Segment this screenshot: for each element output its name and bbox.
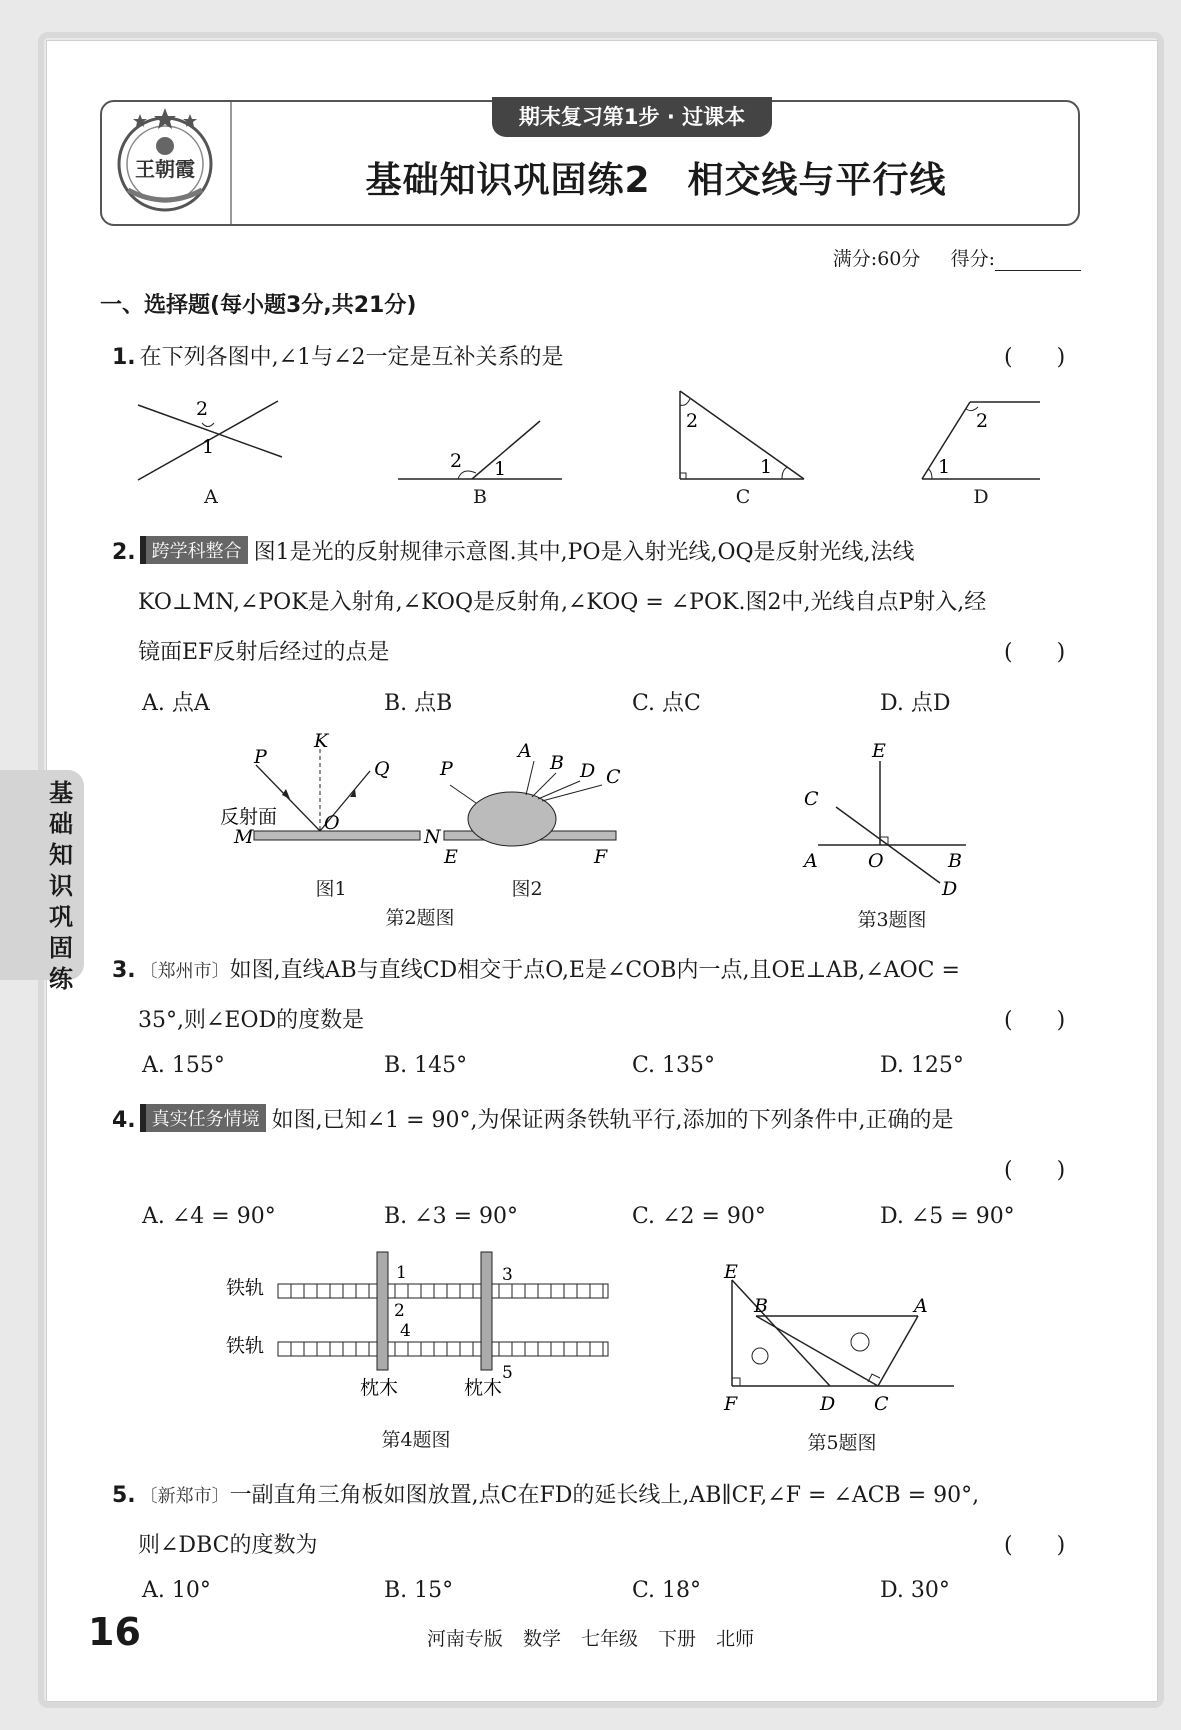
q1-label-b: B — [473, 486, 487, 508]
q5-option-a[interactable]: A. 10° — [142, 1578, 211, 1603]
svg-text:K: K — [314, 730, 329, 752]
q4-figure — [220, 1250, 620, 1400]
svg-text:E: E — [444, 846, 458, 868]
q2-option-a[interactable]: A. 点A — [142, 691, 210, 716]
svg-text:B: B — [754, 1295, 768, 1317]
q3-option-b[interactable]: B. 145° — [384, 1053, 468, 1078]
q5-option-c[interactable]: C. 18° — [632, 1578, 702, 1603]
q3-option-d[interactable]: D. 125° — [880, 1053, 964, 1078]
svg-text:N: N — [424, 826, 441, 848]
q2-number: 2. — [112, 540, 136, 565]
q4-option-c[interactable]: C. ∠2 = 90° — [632, 1204, 766, 1229]
q4-answer-blank[interactable]: ( ) — [1004, 1158, 1066, 1183]
svg-text:1: 1 — [760, 456, 773, 478]
svg-text:D: D — [580, 760, 596, 782]
q2-figure-caption: 第2题图 — [385, 907, 455, 929]
svg-text:2: 2 — [686, 410, 699, 432]
svg-text:A: A — [518, 740, 532, 762]
q4-option-b[interactable]: B. ∠3 = 90° — [384, 1204, 518, 1229]
svg-text:4: 4 — [400, 1321, 411, 1341]
svg-text:铁轨: 铁轨 — [226, 1335, 265, 1357]
q5-figure-caption: 第5题图 — [807, 1432, 877, 1454]
q1-figure-d — [922, 402, 1040, 479]
q2-option-c[interactable]: C. 点C — [632, 691, 701, 716]
q4-number: 4. — [112, 1108, 136, 1133]
score-blank[interactable] — [995, 252, 1081, 271]
svg-text:1: 1 — [396, 1263, 407, 1283]
q3-option-a[interactable]: A. 155° — [142, 1053, 225, 1078]
q1-figures — [120, 385, 1060, 515]
svg-text:2: 2 — [450, 450, 463, 472]
q1-text: 在下列各图中,∠1与∠2一定是互补关系的是 — [139, 345, 564, 370]
q5-stem-line1 — [112, 1478, 979, 1509]
q2-fig1-caption: 图1 — [315, 878, 347, 900]
svg-text:铁轨: 铁轨 — [226, 1277, 265, 1299]
svg-text:枕木: 枕木 — [360, 1377, 399, 1399]
q4-option-a[interactable]: A. ∠4 = 90° — [142, 1204, 276, 1229]
svg-text:王朝霞: 王朝霞 — [135, 157, 195, 181]
q3-source: 〔郑州市〕 — [139, 961, 230, 982]
svg-text:M: M — [234, 826, 254, 848]
review-step-tab: 期末复习第1步 · 过课本 — [492, 97, 772, 137]
svg-text:P: P — [254, 746, 267, 768]
q4-option-d[interactable]: D. ∠5 = 90° — [880, 1204, 1015, 1229]
q4-figure-caption: 第4题图 — [381, 1429, 451, 1451]
q2-option-d[interactable]: D. 点D — [880, 691, 951, 716]
q2-stem-line1 — [112, 535, 915, 566]
page-number: 16 — [88, 1610, 141, 1654]
score-label: 得分: — [950, 248, 995, 270]
q2-text-1: 图1是光的反射规律示意图.其中,PO是入射光线,OQ是反射光线,法线 — [253, 540, 915, 565]
svg-text:1: 1 — [938, 456, 951, 478]
q4-tag: 真实任务情境 — [140, 1104, 266, 1132]
score-line — [833, 244, 1081, 271]
q5-figure — [718, 1261, 958, 1418]
footer-text: 河南专版 数学 七年级 下册 北师 — [426, 1628, 755, 1650]
svg-text:枕木: 枕木 — [464, 1377, 503, 1399]
svg-text:F: F — [724, 1393, 738, 1415]
q2-figure-2 — [439, 740, 621, 868]
svg-text:C: C — [874, 1393, 889, 1415]
svg-text:P: P — [440, 758, 453, 780]
svg-text:E: E — [724, 1261, 738, 1283]
q5-option-d[interactable]: D. 30° — [880, 1578, 950, 1603]
svg-text:A: A — [804, 850, 818, 872]
q1-label-d: D — [973, 486, 989, 508]
svg-text:D: D — [820, 1393, 836, 1415]
q5-option-b[interactable]: B. 15° — [384, 1578, 454, 1603]
svg-text:3: 3 — [502, 1265, 513, 1285]
full-score: 满分:60分 — [832, 248, 921, 270]
svg-text:2: 2 — [196, 398, 209, 420]
section-title: 一、选择题(每小题3分,共21分) — [100, 293, 417, 318]
q3-text-2: 35°,则∠EOD的度数是 — [138, 1008, 365, 1033]
svg-text:C: C — [606, 766, 621, 788]
side-tab-label: 基础知识巩固练 — [49, 779, 73, 993]
page-title: 基础知识巩固练2 相交线与平行线 — [365, 160, 947, 201]
q1-number: 1. — [112, 345, 136, 370]
svg-text:E: E — [872, 740, 886, 762]
q2-option-b[interactable]: B. 点B — [384, 691, 453, 716]
q3-answer-blank[interactable]: ( ) — [1004, 1008, 1066, 1033]
svg-text:Q: Q — [374, 758, 390, 780]
svg-text:C: C — [804, 788, 819, 810]
q2-answer-blank[interactable]: ( ) — [1004, 640, 1066, 665]
q5-text-1: 一副直角三角板如图放置,点C在FD的延长线上,AB∥CF,∠F = ∠ACB = 90°, — [229, 1483, 980, 1508]
svg-text:2: 2 — [976, 410, 989, 432]
q1-label-a: A — [204, 486, 218, 508]
q3-figure — [800, 740, 980, 900]
svg-text:O: O — [324, 812, 340, 834]
svg-text:反射面: 反射面 — [220, 806, 278, 828]
q2-text-3: 镜面EF反射后经过的点是 — [138, 640, 390, 665]
svg-text:1: 1 — [494, 458, 507, 480]
q3-stem-line1 — [112, 953, 960, 984]
q5-text-2: 则∠DBC的度数为 — [138, 1533, 318, 1558]
q2-fig2-caption: 图2 — [511, 878, 543, 900]
q3-option-c[interactable]: C. 135° — [632, 1053, 716, 1078]
q1-figure-a — [138, 398, 282, 480]
q4-text: 如图,已知∠1 = 90°,为保证两条铁轨平行,添加的下列条件中,正确的是 — [271, 1108, 954, 1133]
svg-text:1: 1 — [202, 436, 215, 458]
q1-figure-c — [680, 391, 804, 479]
svg-text:D: D — [942, 878, 958, 900]
q4-stem — [112, 1103, 954, 1134]
q5-answer-blank[interactable]: ( ) — [1004, 1533, 1066, 1558]
q3-text-1: 如图,直线AB与直线CD相交于点O,E是∠COB内一点,且OE⊥AB,∠AOC = — [229, 958, 960, 983]
svg-text:A: A — [914, 1295, 928, 1317]
q1-stem — [112, 340, 564, 371]
svg-text:2: 2 — [394, 1301, 405, 1321]
q5-source: 〔新郑市〕 — [139, 1486, 230, 1507]
svg-text:O: O — [868, 850, 884, 872]
publisher-logo — [110, 106, 220, 216]
svg-text:B: B — [550, 752, 564, 774]
q3-number: 3. — [112, 958, 136, 983]
svg-text:5: 5 — [502, 1363, 513, 1383]
svg-text:B: B — [948, 850, 962, 872]
q1-answer-blank[interactable]: ( ) — [1004, 345, 1066, 370]
q1-label-c: C — [735, 486, 751, 508]
q2-text-2: KO⊥MN,∠POK是入射角,∠KOQ是反射角,∠KOQ = ∠POK.图2中,光线自点P射入,经 — [138, 590, 987, 615]
q2-figures — [210, 730, 650, 875]
q2-figure-1 — [220, 730, 442, 848]
q1-figure-b — [398, 421, 562, 480]
q2-tag: 跨学科整合 — [140, 536, 248, 564]
q5-number: 5. — [112, 1483, 136, 1508]
q3-figure-caption: 第3题图 — [857, 909, 927, 931]
svg-text:F: F — [594, 846, 608, 868]
